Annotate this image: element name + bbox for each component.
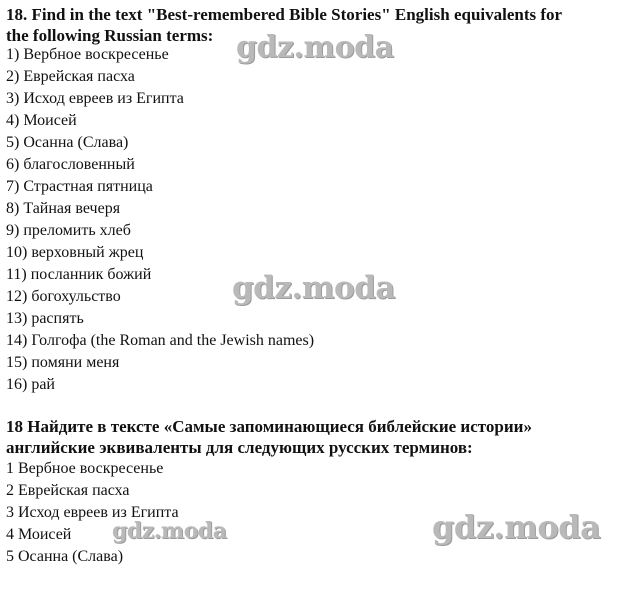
term-item-en: 1) Вербное воскресенье	[6, 46, 169, 63]
term-item-en: 3) Исход евреев из Египта	[6, 90, 184, 107]
term-item-ru: 4 Моисей	[6, 526, 72, 543]
term-item-en: 7) Страстная пятница	[6, 178, 153, 195]
term-item-en: 8) Тайная вечеря	[6, 200, 121, 217]
exercise-heading-ru-line2: английские эквиваленты для следующих русских терминов:	[6, 438, 473, 457]
term-item-ru: 1 Вербное воскресенье	[6, 460, 164, 477]
exercise-heading-ru-line1: 18 Найдите в тексте «Самые запоминающиеся библейские истории»	[6, 417, 532, 436]
term-item-ru: 5 Осанна (Слава)	[6, 548, 124, 565]
term-item-en: 14) Голгофа (the Roman and the Jewish names)	[6, 332, 315, 349]
term-item-en: 13) распять	[6, 310, 84, 327]
term-item-en: 12) богохульство	[6, 288, 121, 305]
term-item-en: 6) благословенный	[6, 156, 135, 173]
term-item-en: 15) помяни меня	[6, 354, 120, 371]
term-item-en: 16) рай	[6, 376, 55, 393]
watermark-logo: gdz.moda	[232, 270, 395, 306]
term-item-en: 2) Еврейская пасха	[6, 68, 135, 85]
term-item-ru: 2 Еврейская пасха	[6, 482, 130, 499]
exercise-heading-en-line1: 18. Find in the text "Best-remembered Bible Stories" English equivalents for	[6, 5, 563, 24]
watermark-logo: gdz.moda	[432, 508, 601, 546]
term-item-en: 4) Моисей	[6, 112, 77, 129]
term-item-ru: 3 Исход евреев из Египта	[6, 504, 179, 521]
watermark-logo: gdz.moda	[236, 30, 394, 65]
exercise-heading-en-line2: the following Russian terms:	[6, 26, 214, 45]
term-item-en: 5) Осанна (Слава)	[6, 134, 129, 151]
term-item-en: 9) преломить хлеб	[6, 222, 131, 239]
term-item-en: 10) верховный жрец	[6, 244, 144, 261]
watermark-logo: gdz.moda	[112, 518, 227, 544]
term-item-en: 11) посланник божий	[6, 266, 152, 283]
